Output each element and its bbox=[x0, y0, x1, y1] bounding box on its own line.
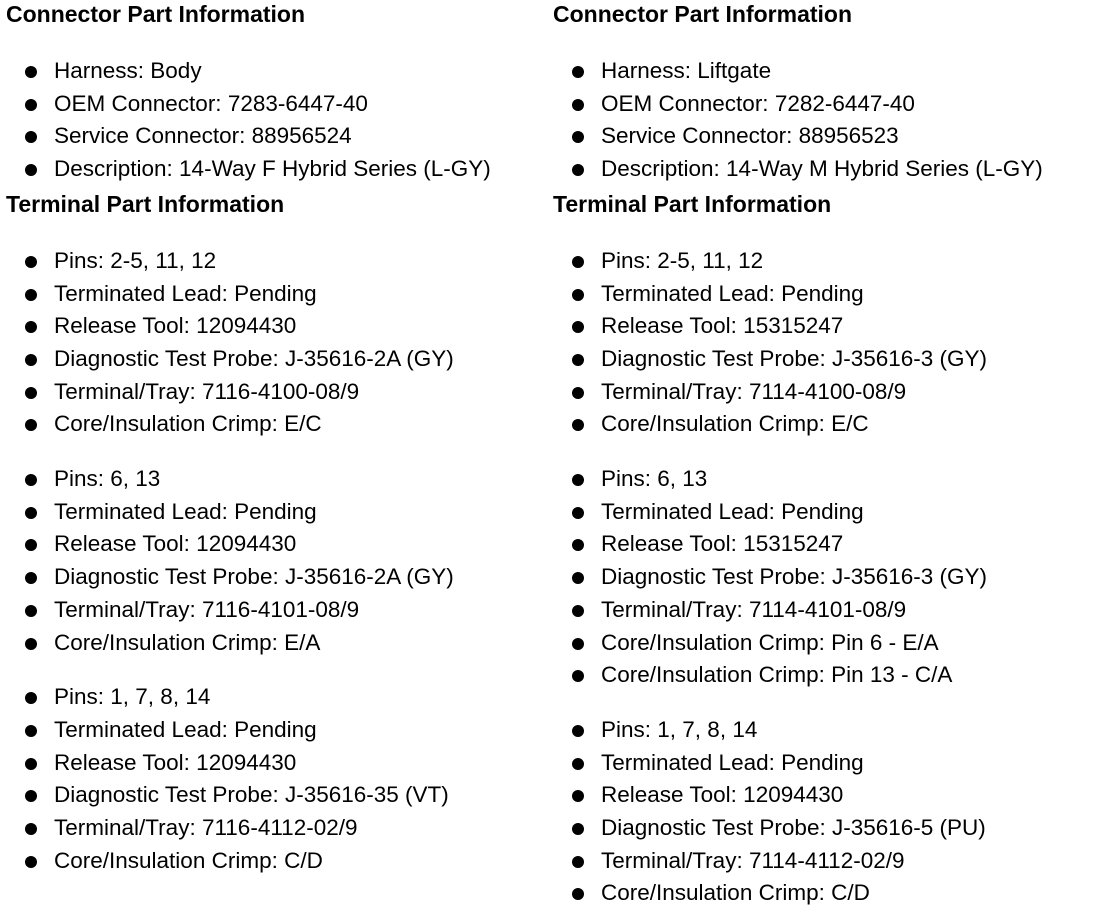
list-item bbox=[6, 376, 551, 409]
list-item bbox=[6, 561, 551, 594]
terminal-part-info-heading: Terminal Part Information bbox=[553, 190, 832, 217]
list-item bbox=[553, 376, 1113, 409]
list-item bbox=[6, 55, 551, 88]
list-item bbox=[6, 681, 551, 714]
bullet-icon bbox=[25, 256, 37, 268]
bullet-icon bbox=[572, 539, 584, 551]
list-item bbox=[553, 779, 1113, 812]
list-item bbox=[553, 343, 1113, 376]
bullet-icon bbox=[25, 289, 37, 301]
list-item-text: Terminated Lead: Pending bbox=[601, 749, 864, 775]
list-item bbox=[553, 561, 1113, 594]
bullet-icon bbox=[572, 387, 584, 399]
bullet-icon bbox=[25, 692, 37, 704]
bullet-icon bbox=[572, 638, 584, 650]
list-item bbox=[6, 310, 551, 343]
list-item-text: Terminal/Tray: 7116-4101-08/9 bbox=[54, 596, 360, 622]
list-item bbox=[553, 496, 1113, 529]
list-item-text: Diagnostic Test Probe: J-35616-2A (GY) bbox=[54, 345, 454, 371]
connector-info-list bbox=[6, 55, 551, 186]
list-item bbox=[6, 714, 551, 747]
list-item bbox=[553, 408, 1113, 441]
terminal-part-info-heading: Terminal Part Information bbox=[6, 190, 285, 217]
list-item-text: Core/Insulation Crimp: E/C bbox=[54, 411, 322, 437]
list-item bbox=[6, 463, 551, 496]
list-item-text: Release Tool: 12094430 bbox=[54, 749, 297, 775]
list-item-text: Release Tool: 15315247 bbox=[601, 313, 844, 339]
list-item-text: Terminal/Tray: 7114-4112-02/9 bbox=[601, 847, 905, 873]
list-item bbox=[553, 310, 1113, 343]
bullet-icon bbox=[572, 856, 584, 868]
list-item-text: Diagnostic Test Probe: J-35616-3 (GY) bbox=[601, 345, 988, 371]
bullet-icon bbox=[572, 131, 584, 143]
bullet-icon bbox=[25, 387, 37, 399]
list-item bbox=[6, 812, 551, 845]
left-connector-column bbox=[6, 0, 551, 877]
list-item-text: Pins: 1, 7, 8, 14 bbox=[601, 716, 758, 742]
bullet-icon bbox=[25, 725, 37, 737]
list-item-text: Terminated Lead: Pending bbox=[54, 716, 317, 742]
list-item bbox=[6, 528, 551, 561]
list-item bbox=[6, 627, 551, 660]
list-item bbox=[6, 153, 551, 186]
list-item-text: Terminal/Tray: 7116-4100-08/9 bbox=[54, 378, 360, 404]
bullet-icon bbox=[572, 572, 584, 584]
list-item bbox=[553, 845, 1113, 878]
list-item-text: Description: 14-Way F Hybrid Series (L-GY) bbox=[54, 156, 491, 182]
terminal-info-group bbox=[553, 463, 1113, 692]
bullet-icon bbox=[25, 539, 37, 551]
bullet-icon bbox=[572, 888, 584, 900]
bullet-icon bbox=[25, 321, 37, 333]
list-item-text: Pins: 6, 13 bbox=[54, 466, 161, 492]
list-item bbox=[6, 747, 551, 780]
list-item bbox=[553, 153, 1113, 186]
bullet-icon bbox=[25, 164, 37, 176]
bullet-icon bbox=[25, 790, 37, 802]
list-item bbox=[6, 245, 551, 278]
list-item bbox=[553, 627, 1113, 660]
terminal-info-group bbox=[553, 714, 1113, 910]
list-item-text: Diagnostic Test Probe: J-35616-3 (GY) bbox=[601, 564, 988, 590]
bullet-icon bbox=[572, 164, 584, 176]
right-connector-column bbox=[553, 0, 1113, 910]
bullet-icon bbox=[572, 507, 584, 519]
list-item-text: Pins: 2-5, 11, 12 bbox=[601, 247, 764, 273]
list-item bbox=[6, 120, 551, 153]
list-item-text: Terminated Lead: Pending bbox=[54, 280, 317, 306]
bullet-icon bbox=[572, 321, 584, 333]
bullet-icon bbox=[572, 670, 584, 682]
bullet-icon bbox=[25, 99, 37, 111]
list-item bbox=[6, 594, 551, 627]
list-item-text: Diagnostic Test Probe: J-35616-2A (GY) bbox=[54, 564, 454, 590]
list-item-text: Service Connector: 88956524 bbox=[54, 123, 352, 149]
list-item bbox=[553, 278, 1113, 311]
bullet-icon bbox=[25, 823, 37, 835]
list-item-text: Pins: 2-5, 11, 12 bbox=[54, 247, 217, 273]
terminal-part-info-section bbox=[6, 190, 551, 878]
list-item bbox=[6, 343, 551, 376]
list-item-text: Release Tool: 12094430 bbox=[54, 313, 297, 339]
list-item-text: Terminal/Tray: 7114-4100-08/9 bbox=[601, 378, 907, 404]
list-item bbox=[6, 278, 551, 311]
list-item-text: Release Tool: 15315247 bbox=[601, 531, 844, 557]
bullet-icon bbox=[572, 605, 584, 617]
bullet-icon bbox=[25, 572, 37, 584]
bullet-icon bbox=[25, 66, 37, 78]
list-item-text: Terminated Lead: Pending bbox=[54, 498, 317, 524]
bullet-icon bbox=[25, 354, 37, 366]
connector-info-list bbox=[553, 55, 1113, 186]
list-item-text: Release Tool: 12094430 bbox=[601, 782, 844, 808]
list-item-text: Core/Insulation Crimp: E/A bbox=[54, 629, 321, 655]
bullet-icon bbox=[25, 474, 37, 486]
bullet-icon bbox=[25, 605, 37, 617]
bullet-icon bbox=[25, 131, 37, 143]
list-item bbox=[553, 55, 1113, 88]
bullet-icon bbox=[572, 419, 584, 431]
list-item-text: Release Tool: 12094430 bbox=[54, 531, 297, 557]
list-item-text: Description: 14-Way M Hybrid Series (L-GY) bbox=[601, 156, 1043, 182]
list-item bbox=[553, 812, 1113, 845]
list-item-text: Diagnostic Test Probe: J-35616-5 (PU) bbox=[601, 815, 986, 841]
list-item-text: Pins: 6, 13 bbox=[601, 466, 708, 492]
terminal-info-group bbox=[6, 681, 551, 877]
list-item-text: Diagnostic Test Probe: J-35616-35 (VT) bbox=[54, 782, 449, 808]
list-item-text: Core/Insulation Crimp: C/D bbox=[601, 880, 870, 906]
list-item bbox=[553, 245, 1113, 278]
bullet-icon bbox=[25, 856, 37, 868]
list-item bbox=[553, 877, 1113, 910]
list-item bbox=[553, 88, 1113, 121]
list-item bbox=[6, 88, 551, 121]
connector-part-info-heading: Connector Part Information bbox=[553, 1, 853, 27]
bullet-icon bbox=[572, 823, 584, 835]
bullet-icon bbox=[572, 256, 584, 268]
list-item bbox=[6, 496, 551, 529]
list-item-text: Harness: Liftgate bbox=[601, 58, 772, 83]
list-item-text: Terminated Lead: Pending bbox=[601, 280, 864, 306]
bullet-icon bbox=[572, 790, 584, 802]
terminal-info-group bbox=[553, 245, 1113, 441]
connector-part-info-section bbox=[6, 0, 551, 186]
list-item-text: OEM Connector: 7283-6447-40 bbox=[54, 90, 368, 116]
list-item-text: Core/Insulation Crimp: E/C bbox=[601, 411, 869, 437]
list-item bbox=[553, 594, 1113, 627]
terminal-info-group bbox=[6, 245, 551, 441]
bullet-icon bbox=[572, 289, 584, 301]
list-item-text: Pins: 1, 7, 8, 14 bbox=[54, 684, 211, 710]
terminal-info-group bbox=[6, 463, 551, 659]
list-item bbox=[6, 779, 551, 812]
list-item bbox=[553, 120, 1113, 153]
list-item bbox=[553, 714, 1113, 747]
connector-part-info-section bbox=[553, 0, 1113, 186]
list-item bbox=[553, 463, 1113, 496]
list-item-text: Core/Insulation Crimp: Pin 6 - E/A bbox=[601, 629, 939, 655]
bullet-icon bbox=[25, 419, 37, 431]
list-item-text: Core/Insulation Crimp: Pin 13 - C/A bbox=[601, 662, 953, 688]
list-item-text: Harness: Body bbox=[54, 58, 202, 83]
list-item-text: Terminated Lead: Pending bbox=[601, 498, 864, 524]
bullet-icon bbox=[572, 66, 584, 78]
bullet-icon bbox=[25, 638, 37, 650]
bullet-icon bbox=[25, 507, 37, 519]
bullet-icon bbox=[572, 725, 584, 737]
list-item bbox=[6, 408, 551, 441]
list-item-text: OEM Connector: 7282-6447-40 bbox=[601, 90, 915, 116]
list-item-text: Service Connector: 88956523 bbox=[601, 123, 899, 149]
list-item-text: Terminal/Tray: 7116-4112-02/9 bbox=[54, 815, 358, 841]
connector-part-info-heading: Connector Part Information bbox=[6, 1, 306, 27]
bullet-icon bbox=[572, 354, 584, 366]
terminal-part-info-section bbox=[553, 190, 1113, 910]
bullet-icon bbox=[25, 758, 37, 770]
list-item bbox=[553, 528, 1113, 561]
list-item bbox=[553, 747, 1113, 780]
list-item-text: Terminal/Tray: 7114-4101-08/9 bbox=[601, 596, 907, 622]
bullet-icon bbox=[572, 758, 584, 770]
list-item bbox=[6, 845, 551, 878]
list-item-text: Core/Insulation Crimp: C/D bbox=[54, 847, 323, 873]
list-item bbox=[553, 659, 1113, 692]
bullet-icon bbox=[572, 99, 584, 111]
bullet-icon bbox=[572, 474, 584, 486]
